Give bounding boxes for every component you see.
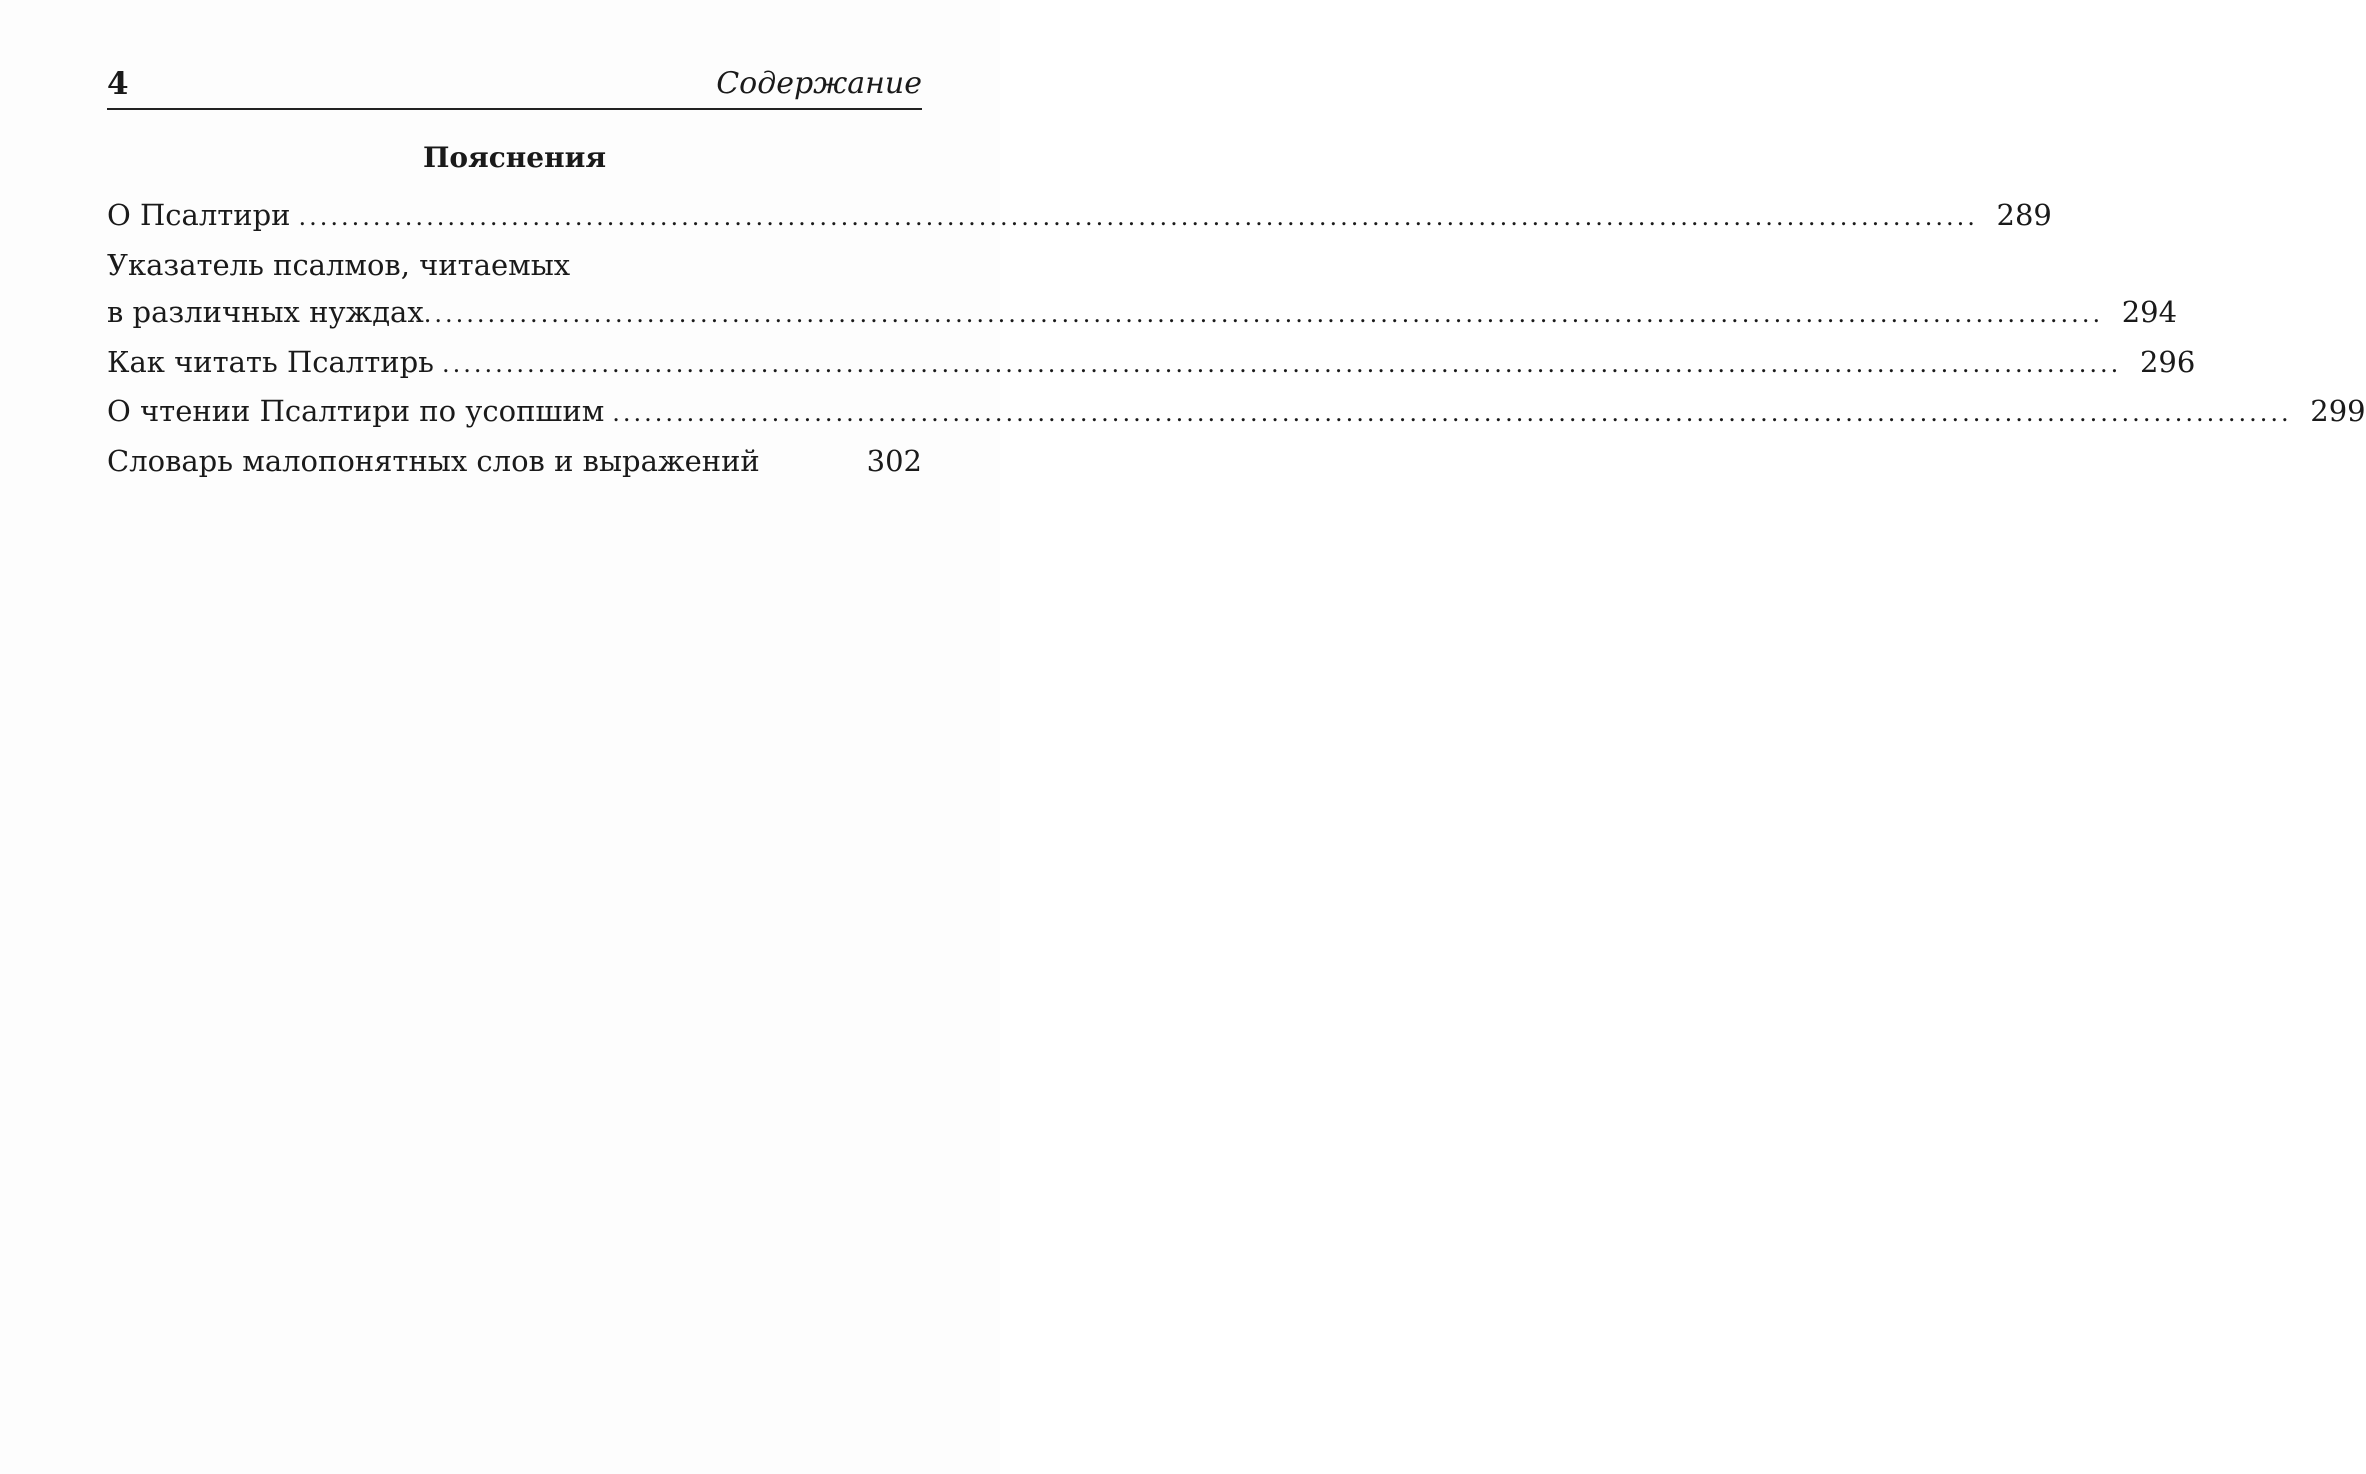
toc-entry-title-line: Указатель псалмов, читаемых [107, 247, 571, 282]
toc-entry [107, 388, 2366, 438]
toc-entry-page: 289 [1996, 198, 2052, 232]
toc-entry-title: Словарь малопонятных слов и выражений [107, 443, 760, 478]
toc-entry-title: в различных нуждах [107, 295, 424, 329]
toc-entry-page: 299 [2310, 394, 2366, 428]
toc-entry-title: О Псалтири [107, 198, 291, 232]
toc-entry-title: Как читать Псалтирь [107, 344, 434, 379]
dot-leader [299, 194, 1978, 242]
table-of-contents [107, 192, 2366, 485]
running-title: Содержание [716, 66, 922, 101]
toc-entry-title: О чтении Псалтири по усопшим [107, 394, 605, 428]
running-head [107, 62, 922, 110]
toc-entry-page: 296 [2139, 344, 2196, 379]
toc-entry-page: 294 [2121, 295, 2178, 329]
section-heading: Пояснения [422, 141, 607, 174]
toc-entry [107, 339, 2196, 389]
dot-leader [612, 390, 2291, 438]
page-number: 4 [107, 66, 129, 102]
dot-leader [442, 341, 2121, 389]
toc-entry [107, 438, 922, 486]
toc-entry-page: 302 [866, 443, 922, 478]
dot-leader [424, 291, 2103, 339]
toc-entry [107, 289, 2178, 339]
toc-entry [107, 192, 2052, 242]
